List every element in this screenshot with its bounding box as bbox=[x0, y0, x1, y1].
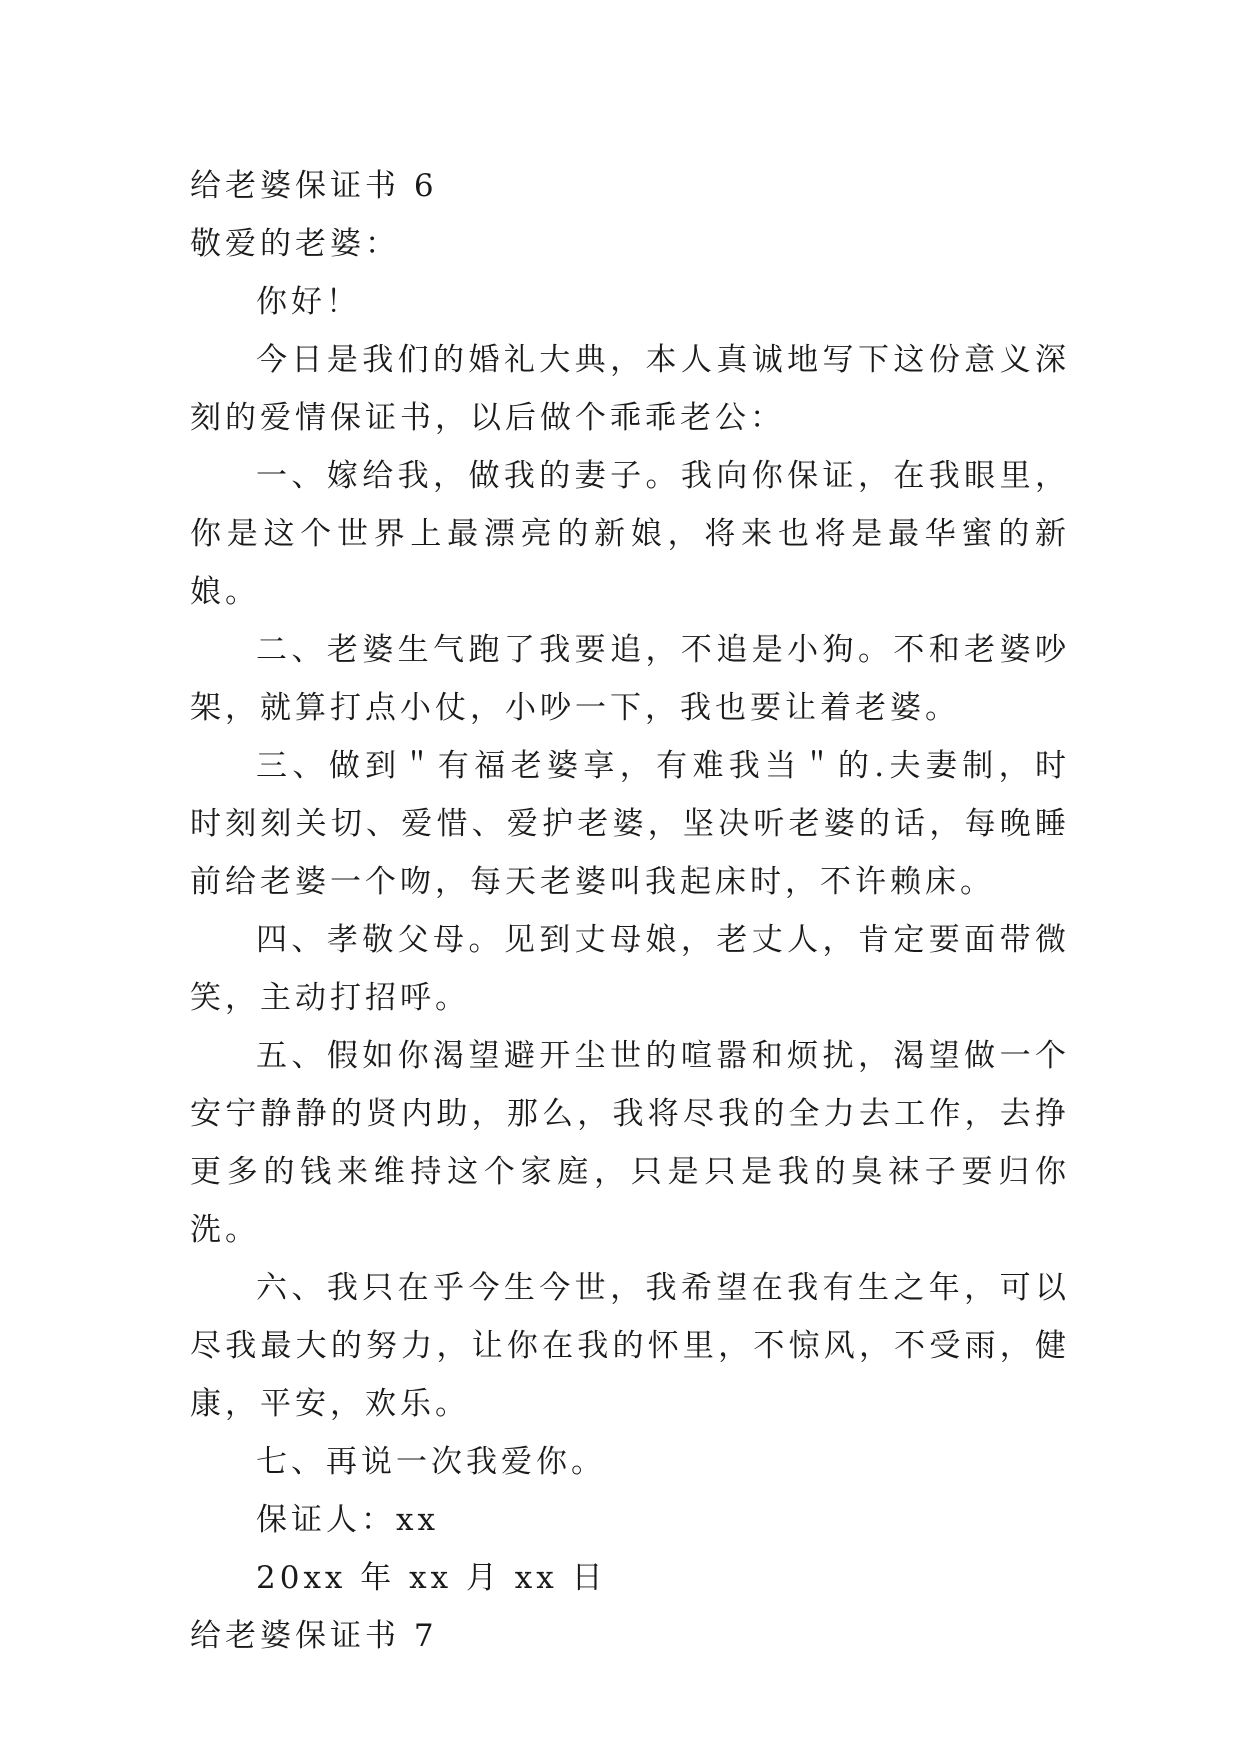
greeting: 你好！ bbox=[256, 284, 361, 320]
guarantor-line: 保证人：xx bbox=[256, 1502, 439, 1538]
promise-item-1: 一、嫁给我，做我的妻子。我向你保证，在我眼里，你是这个世界上最漂亮的新娘，将来也将是最华蜜的新娘。 bbox=[190, 458, 1070, 610]
document-page bbox=[190, 157, 1070, 1665]
intro-paragraph: 今日是我们的婚礼大典，本人真诚地写下这份意义深刻的爱情保证书，以后做个乖乖老公： bbox=[190, 342, 1070, 436]
promise-item-5: 五、假如你渴望避开尘世的喧嚣和烦扰，渴望做一个安宁静静的贤内助，那么，我将尽我的全力去工作，去挣更多的钱来维持这个家庭，只是只是我的臭袜子要归你洗。 bbox=[190, 1038, 1070, 1248]
section-heading-7: 给老婆保证书 7 bbox=[190, 1618, 438, 1654]
promise-item-3: 三、做到＂有福老婆享，有难我当＂的.夫妻制，时时刻刻关切、爱惜、爱护老婆，坚决听老婆的话，每晚睡前给老婆一个吻，每天老婆叫我起床时，不许赖床。 bbox=[190, 748, 1070, 900]
promise-item-2: 二、老婆生气跑了我要追，不追是小狗。不和老婆吵架，就算打点小仗，小吵一下，我也要让着老婆。 bbox=[190, 632, 1070, 726]
date-line: 20xx 年 xx 月 xx 日 bbox=[256, 1560, 607, 1596]
promise-item-4: 四、孝敬父母。见到丈母娘，老丈人，肯定要面带微笑，主动打招呼。 bbox=[190, 922, 1070, 1016]
promise-item-7: 七、再说一次我爱你。 bbox=[256, 1444, 606, 1480]
salutation: 敬爱的老婆： bbox=[190, 226, 400, 262]
section-heading-6: 给老婆保证书 6 bbox=[190, 168, 438, 204]
promise-item-6: 六、我只在乎今生今世，我希望在我有生之年，可以尽我最大的努力，让你在我的怀里，不惊风，不受雨，健康，平安，欢乐。 bbox=[190, 1270, 1070, 1422]
